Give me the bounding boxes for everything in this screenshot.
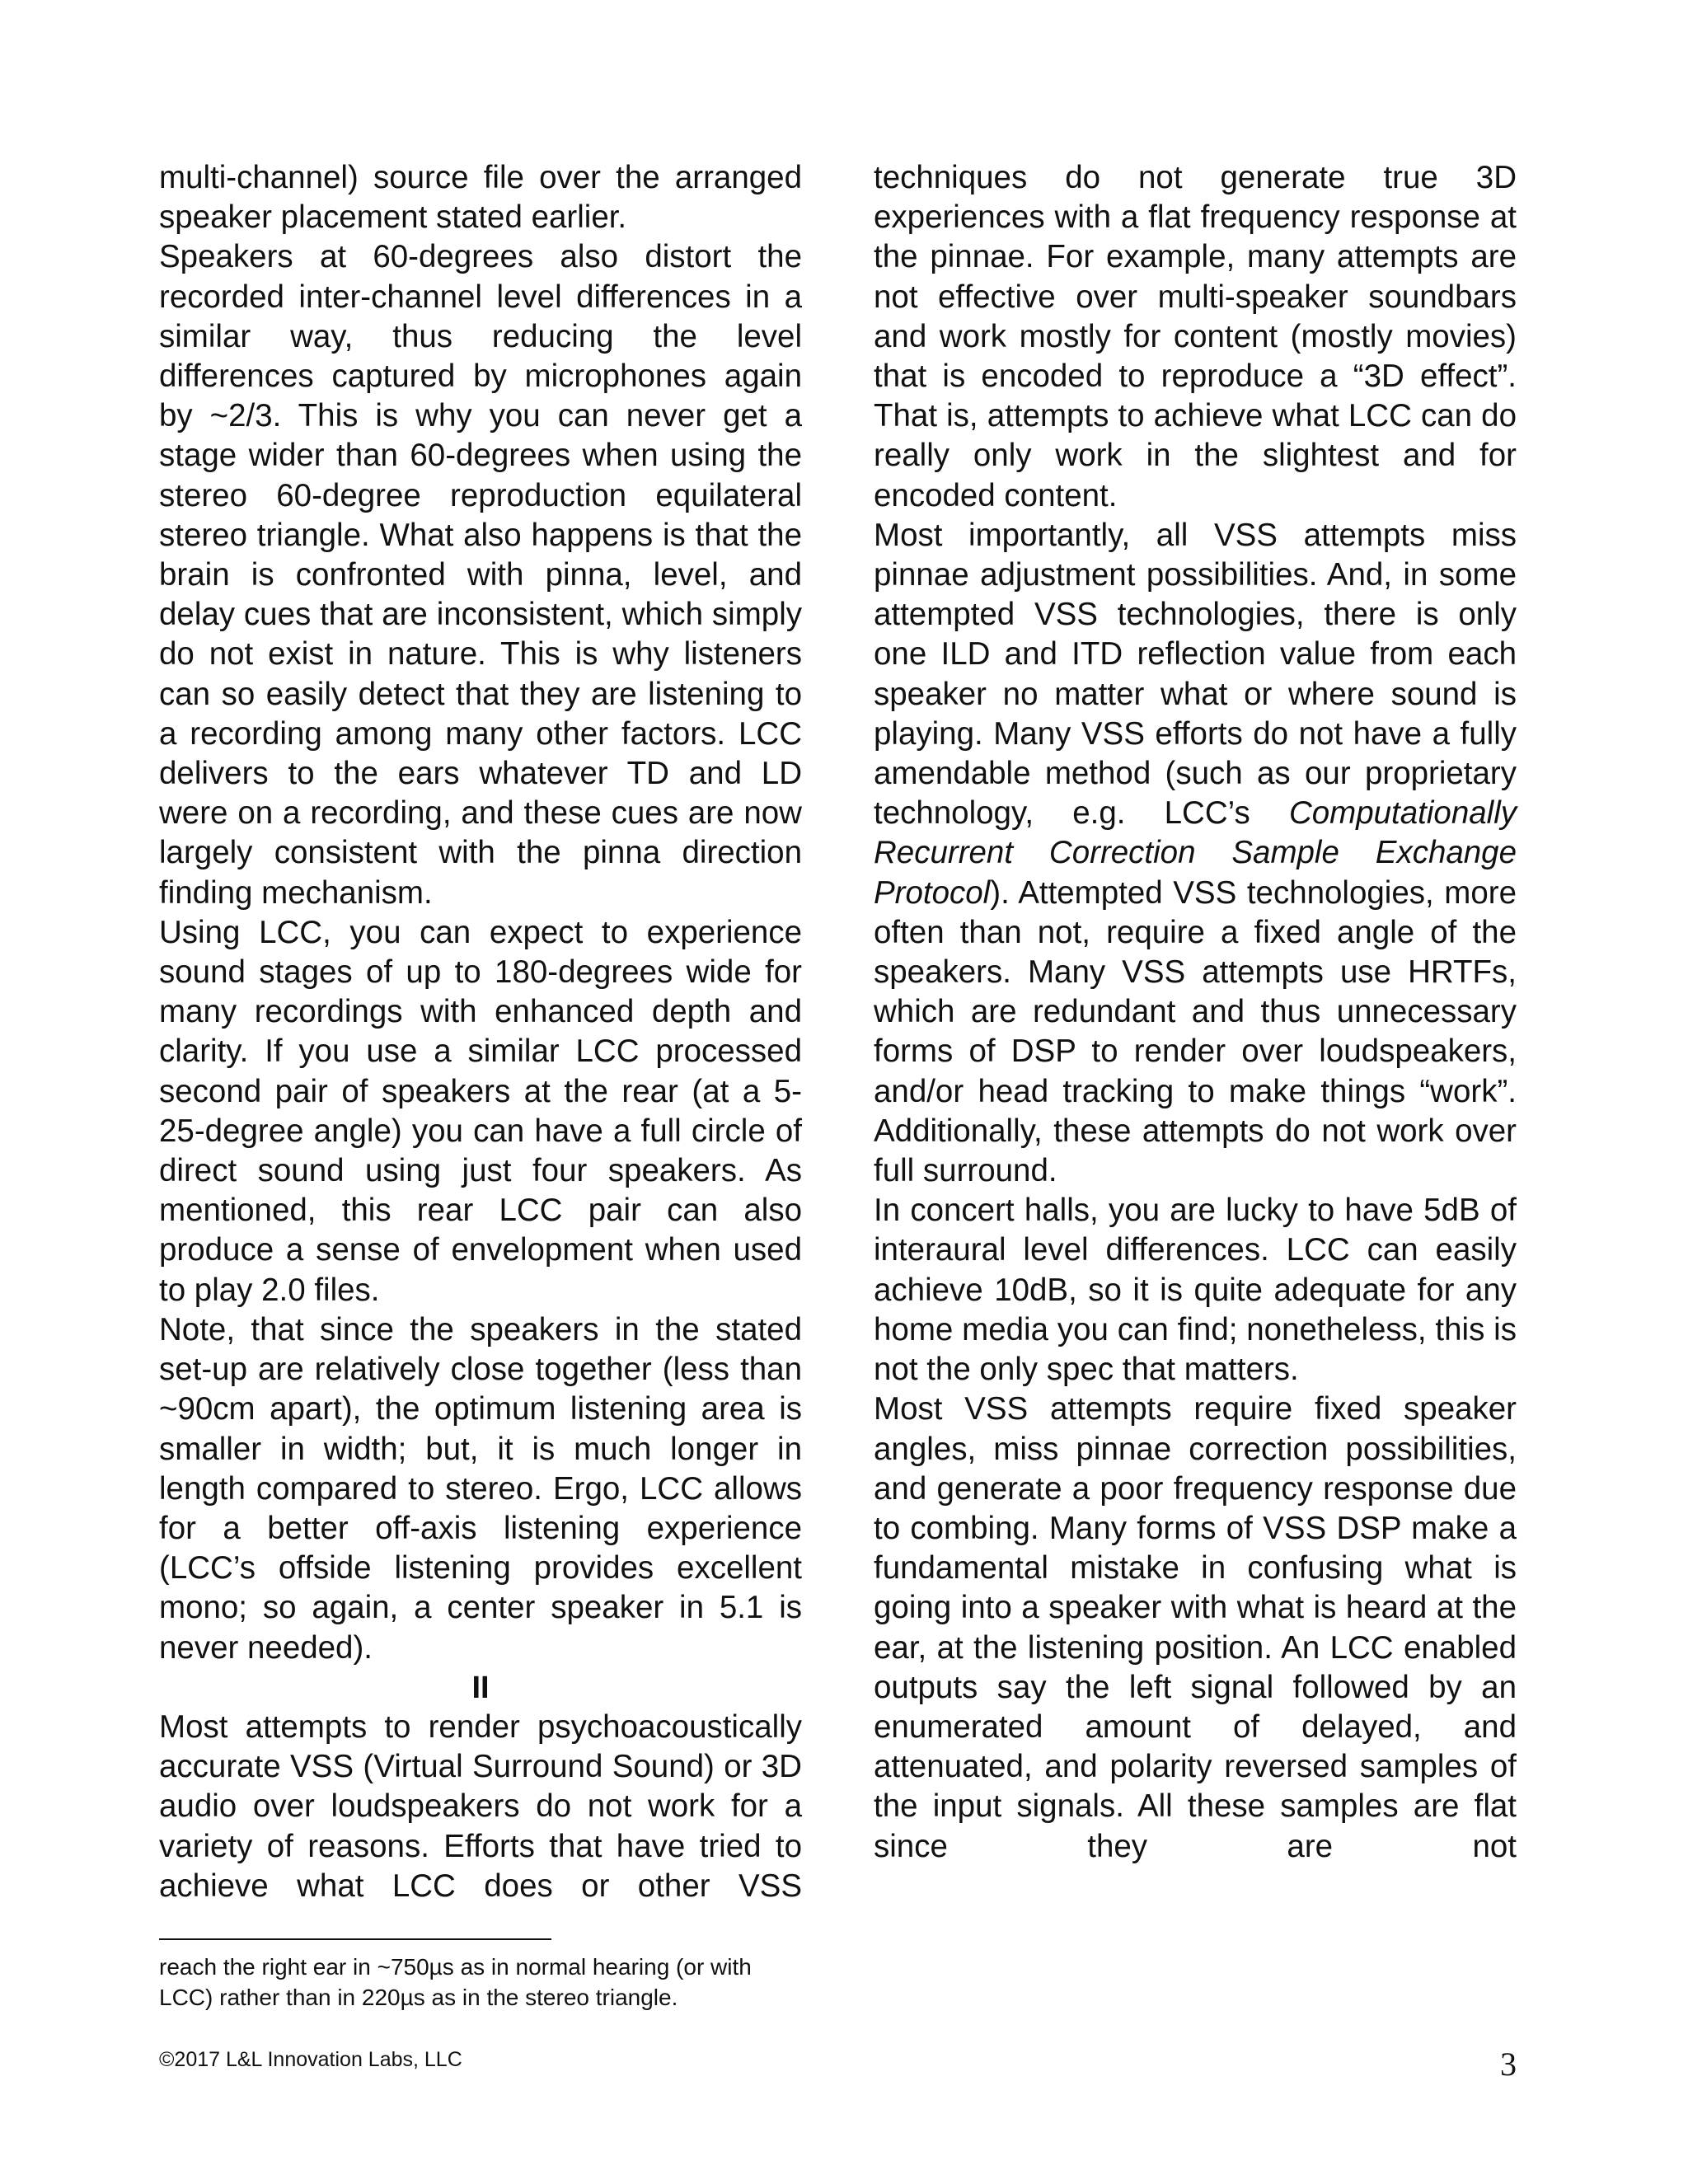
- right-paragraph-2: [874, 516, 1517, 1191]
- left-paragraph-3: Using LCC, you can expect to experience sound stages of up to 180-degrees wide for many recordings with enhanced depth and clarity. If you use a similar LCC processed second pair of speakers at the rear (at a 5-25-degree angle) you can have a full circle of direct sound using just four speakers. As mentioned, this rear LCC pair can also produce a sense of envelopment when used to play 2.0 files.: [159, 914, 802, 1308]
- right-paragraph-2-end: ). Attempted VSS technologies, more often than not, require a fixed angle of the speakers. Many VSS attempts use HRTFs, which are redundant and thus unnecessary forms of DSP to render over loudspeakers, and/or head tracking to make things “work”. Additionally, these attempts do not work over full surround.: [874, 874, 1517, 1189]
- left-paragraph-4: Note, that since the speakers in the stated set-up are relatively close together (less than ~90cm apart), the optimum listening area is smaller in width; but, it is much longer in length compared to stereo. Ergo, LCC allows for a better off-axis listening experience (LCC’s offside listening provides excellent mono; so again, a center speaker in 5.1 is never needed).: [159, 1311, 802, 1666]
- footnote-line-1: reach the right ear in ~750µs as in normal hearing (or with: [159, 1954, 752, 1980]
- left-paragraph-1: multi-channel) source file over the arranged speaker placement stated earlier.: [159, 160, 802, 236]
- right-paragraph-3: In concert halls, you are lucky to have 5dB of interaural level differences. LCC can easily achieve 10dB, so it is quite adequate for any home media you can find; nonetheless, this is not the only spec that matters.: [874, 1193, 1517, 1388]
- footnote: [159, 1952, 818, 2013]
- left-paragraph-2: Speakers at 60-degrees also distort the recorded inter-channel level differences in a similar way, thus reducing the level differences captured by microphones again by ~2/3. This is why you can never get a stage wider than 60-degrees when using the stereo 60-degree reproduction equilateral stereo triangle. What also happens is that the brain is confronted with pinna, level, and delay cues that are inconsistent, which simply do not exist in nature. This is why listeners can so easily detect that they are listening to a recording among many other factors. LCC delivers to the ears whatever TD and LD were on a recording, and these cues are now largely consistent with the pinna direction finding mechanism.: [159, 239, 802, 911]
- right-paragraph-1: techniques do not generate true 3D experiences with a flat frequency response at the pinnae. For example, many attempts are not effective over multi-speaker soundbars and work mostly for content (mostly movies) that is encoded to reproduce a “3D effect”. That is, attempts to achieve what LCC can do really only work in the slightest and for encoded content.: [874, 160, 1517, 513]
- page-number: 3: [1500, 2046, 1517, 2083]
- left-column: [159, 158, 802, 1906]
- section-heading: II: [471, 1670, 490, 1705]
- right-paragraph-2-start: Most importantly, all VSS attempts miss pinnae adjustment possibilities. And, in some attempted VSS technologies, there is only one ILD and ITD reflection value from each speaker no matter what or where sound is playing. Many VSS efforts do not have a fully amendable method (such as our proprietary technology, e.g. LCC’s: [874, 517, 1517, 832]
- footnote-divider: [159, 1938, 551, 1940]
- right-column: [874, 158, 1517, 1867]
- protocol-name-italic: Computationally Recurrent Correction Sample Exchange Protocol: [874, 795, 1517, 911]
- footnote-line-2: LCC) rather than in 220µs as in the stereo triangle.: [159, 1985, 678, 2010]
- right-paragraph-4: Most VSS attempts require fixed speaker angles, miss pinnae correction possibilities, and generate a poor frequency response due to combing. Many forms of VSS DSP make a fundamental mistake in confusing what is going into a speaker with what is heard at the ear, at the listening position. An LCC enabled outputs say the left signal followed by an enumerated amount of delayed, and attenuated, and polarity reversed samples of the input signals. All these samples are flat since they are not: [874, 1391, 1517, 1864]
- copyright-notice: ©2017 L&L Innovation Labs, LLC: [159, 2048, 462, 2071]
- left-paragraph-5: Most attempts to render psychoacoustically accurate VSS (Virtual Surround Sound) or 3D audio over loudspeakers do not work for a variety of reasons. Efforts that have tried to achieve what LCC does or other VSS: [159, 1708, 802, 1904]
